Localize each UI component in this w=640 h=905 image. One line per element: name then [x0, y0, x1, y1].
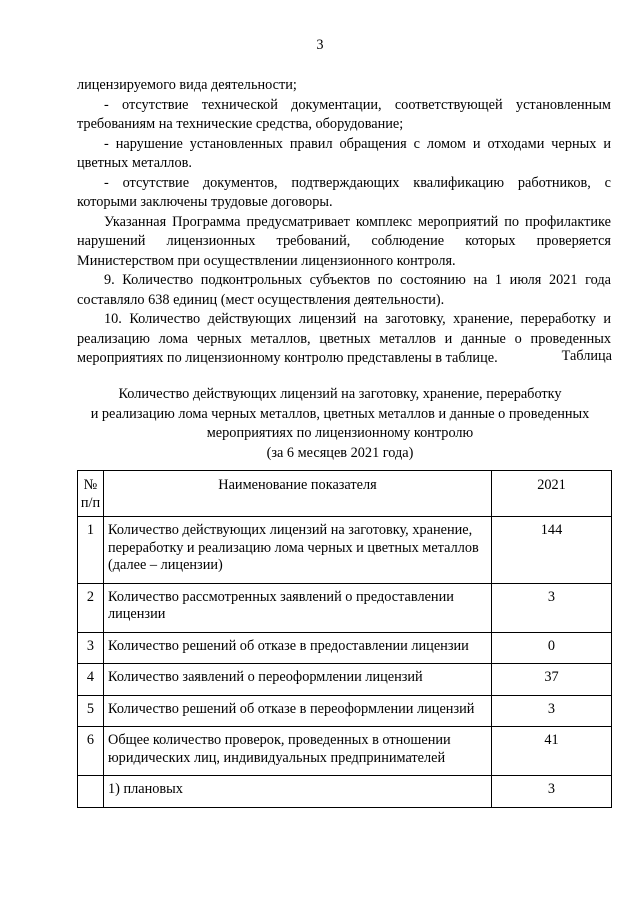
row-value: 37	[492, 664, 612, 696]
row-value: 3	[492, 583, 612, 632]
page-number: 3	[316, 37, 324, 53]
table-row	[78, 664, 612, 696]
row-number: 4	[78, 664, 104, 696]
row-number: 2	[78, 583, 104, 632]
row-number: 6	[78, 727, 104, 776]
row-value: 0	[492, 632, 612, 664]
header-number	[78, 471, 104, 517]
row-name: Общее количество проверок, проведенных в отношении юридических лиц, индивидуальных предпринимателей	[104, 727, 492, 776]
caption-line: (за 6 месяцев 2021 года)	[266, 444, 414, 461]
table-caption	[60, 385, 620, 463]
row-value: 3	[492, 695, 612, 727]
table-row	[78, 776, 612, 808]
row-number: 1	[78, 517, 104, 584]
table-row	[78, 517, 612, 584]
row-number: 3	[78, 632, 104, 664]
table-row	[78, 583, 612, 632]
row-number	[78, 776, 104, 808]
paragraph: - отсутствие документов, подтверждающих квалификацию работников, с которыми заключены трудовые договоры.	[77, 174, 611, 210]
row-number: 5	[78, 695, 104, 727]
paragraph: - нарушение установленных правил обращения с ломом и отходами черных и цветных металлов.	[77, 135, 611, 171]
paragraph: 9. Количество подконтрольных субъектов по состоянию на 1 июля 2021 года составляло 638 единиц (мест осуществления деятельности).	[77, 272, 611, 308]
table-header-row	[78, 471, 612, 517]
paragraph: Указанная Программа предусматривает комплекс мероприятий по профилактике нарушений лицензионных требований, соблюдение которых проверяется Министерством при осуществлении лицензионного контроля.	[77, 213, 611, 269]
table-row	[78, 727, 612, 776]
paragraph: лицензируемого вида деятельности;	[77, 77, 297, 93]
header-number-line: п/п	[80, 494, 101, 511]
caption-line: мероприятиях по лицензионному контролю	[206, 425, 474, 441]
paragraph: 10. Количество действующих лицензий на заготовку, хранение, переработку и реализацию лома черных металлов, цветных металлов и данные о проведенных мероприятиях по лицензионному контролю представлены в таблице.	[77, 311, 611, 366]
body-text	[77, 76, 611, 369]
row-name: Количество решений об отказе в переоформлении лицензий	[104, 695, 492, 727]
caption-line: и реализацию лома черных металлов, цветных металлов и данные о проведенных	[90, 405, 590, 422]
table-label: Таблица	[561, 348, 612, 364]
row-value: 3	[492, 776, 612, 808]
table-row	[78, 695, 612, 727]
header-number-line: №	[83, 477, 98, 493]
row-name: Количество рассмотренных заявлений о предоставлении лицензии	[104, 583, 492, 632]
row-value: 144	[492, 517, 612, 584]
paragraph: - отсутствие технической документации, соответствующей установленным требованиям на технические средства, оборудование;	[77, 96, 611, 132]
row-name: Количество решений об отказе в предоставлении лицензии	[104, 632, 492, 664]
row-name: Количество действующих лицензий на заготовку, хранение, переработку и реализацию лома черных и цветных металлов (далее – лицензии)	[104, 517, 492, 584]
header-name: Наименование показателя	[104, 471, 492, 517]
table-body	[78, 517, 612, 808]
header-year: 2021	[492, 471, 612, 517]
row-name: 1) плановых	[104, 776, 492, 808]
caption-line: Количество действующих лицензий на заготовку, хранение, переработку	[118, 386, 562, 402]
row-value: 41	[492, 727, 612, 776]
row-name: Количество заявлений о переоформлении лицензий	[104, 664, 492, 696]
indicators-table	[77, 470, 612, 808]
table-row	[78, 632, 612, 664]
